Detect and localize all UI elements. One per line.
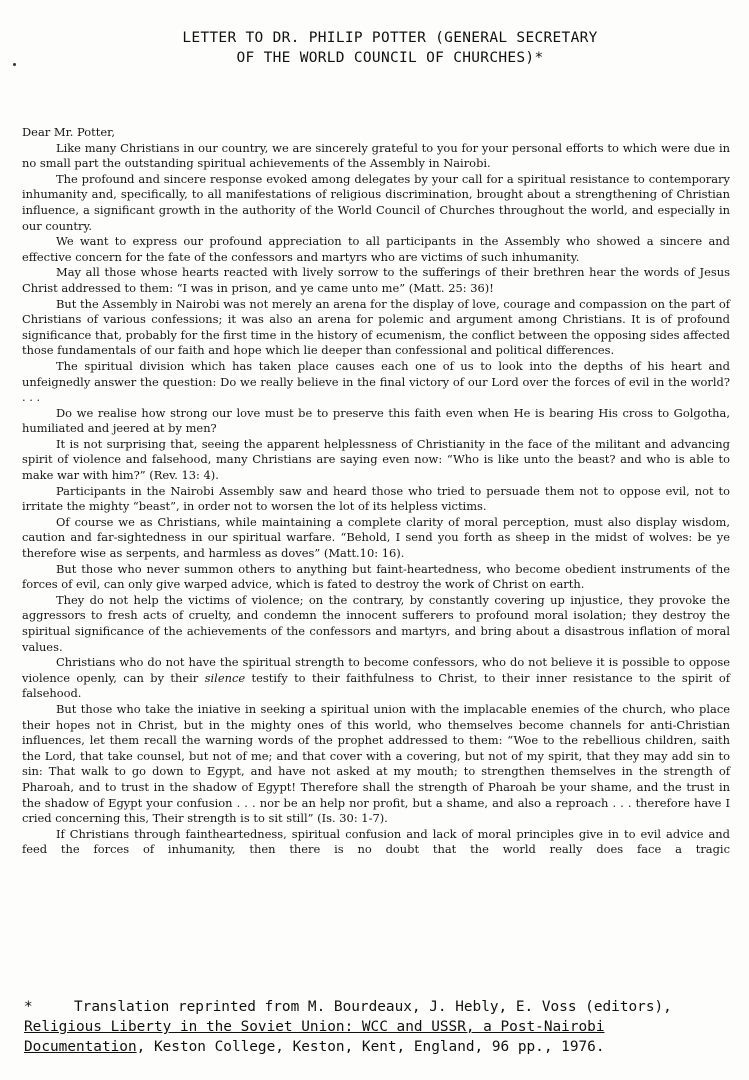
footnote-marker: *: [24, 999, 33, 1015]
paragraph-14: But those who take the iniative in seeking a spiritual union with the implacable enemies of the church, who place their hopes not in Christ, but in the mighty ones of this world, who themselves become channels for anti-Christian influences, let them recall the warning words of the prophet addressed to them: “Woe to the rebellious children, saith the Lord, that take counsel, but not of me; and that cover with a covering, but not of my spirit, that they may add sin to sin: That walk to go down to Egypt, and have not asked at my mouth; to strengthen themselves in the strength of Pharoah, and to trust in the shadow of Egypt! Therefore shall the strength of Pharoah be your shame, and the trust in the shadow of Egypt your confusion . . . nor be an help nor profit, but a shame, and also a reproach . . . therefore have I cried concerning this, Their strength is to sit still” (Is. 30: 1-7).: [22, 701, 730, 826]
paragraph-4: May all those whose hearts reacted with lively sorrow to the sufferings of their brethren hear the words of Jesus Christ addressed to them: “I was in prison, and ye came unto me” (Matt. 25: 36)!: [22, 265, 730, 295]
footnote: [24, 997, 740, 1057]
footnote-line-3: [24, 1037, 740, 1057]
paragraph-12: They do not help the victims of violence; on the contrary, by constantly covering up injustice, they provoke the aggressors to fresh acts of cruelty, and condemn the innocent sufferers to profound moral isolation; they destroy the spiritual significance of the achievements of the confessors and martyrs, and bring about a disastrous inflation of moral values.: [22, 592, 730, 654]
paragraph-2: The profound and sincere response evoked among delegates by your call for a spiritual resistance to contemporary inhumanity and, specifically, to all manifestations of religious discrimination, brought about a strengthening of Christian influence, a significant growth in the authority of the World Council of Churches throughout the world, and especially in our country.: [22, 171, 730, 233]
paragraph-10: Of course we as Christians, while maintaining a complete clarity of moral perception, must also display wisdom, caution and far-sightedness in our spiritual warfare. “Behold, I send you forth as sheep in the midst of wolves: be ye therefore wise as serpents, and harmless as doves” (Matt.10: 16).: [22, 514, 730, 561]
footnote-book-title-2: Documentation: [24, 1039, 137, 1055]
title-line-1: LETTER TO DR. PHILIP POTTER (GENERAL SECRETARY: [182, 30, 598, 46]
paragraph-1: Like many Christians in our country, we are sincerely grateful to you for your personal efforts to which were due in no small part the outstanding spiritual achievements of the Assembly in Nairobi.: [22, 140, 730, 171]
scan-speck: [13, 63, 16, 66]
paragraph-13-start: Christians who do not have the spiritual strength to become confessors, who do not believe it is possible to oppose violence openly, can by their: [22, 655, 730, 685]
paragraph-13: [22, 655, 730, 702]
title-line-2: OF THE WORLD COUNCIL OF CHURCHES)*: [236, 50, 544, 66]
footnote-book-title-1: Religious Liberty in the Soviet Union: WCC and USSR, a Post-Nairobi: [24, 1019, 605, 1035]
paragraph-11: But those who never summon others to anything but faint-heartedness, who become obedient instruments of the forces of evil, can only give warped advice, which is fated to destroy the work of Christ on earth.: [22, 561, 730, 592]
letter-body: [22, 125, 730, 858]
paragraph-5: But the Assembly in Nairobi was not merely an arena for the display of love, courage and compassion on the part of Christians of various confessions; it was also an arena for polemic and argument among Christians. It is of profound significance that, probably for the first time in the history of ecumenism, the conflict between the opposing sides affected those fundamentals of our faith and hope which lie deeper than confessional and political differences.: [22, 296, 730, 358]
paragraph-9: Participants in the Nairobi Assembly saw and heard those who tried to persuade them not to oppose evil, not to irritate the mighty “beast”, in order not to worsen the lot of its helpless victims.: [22, 483, 730, 514]
paragraph-7: Do we realise how strong our love must be to preserve this faith even when He is bearing His cross to Golgotha, humiliated and jeered at by men?: [22, 405, 730, 436]
paragraph-8: It is not surprising that, seeing the apparent helplessness of Christianity in the face of the militant and advancing spirit of violence and falsehood, many Christians are saying even now: “Who is like unto the beast? and who is able to make war with him?” (Rev. 13: 4).: [22, 436, 730, 483]
footnote-line-1: [24, 997, 740, 1017]
footnote-text: Translation reprinted from M. Bourdeaux, J. Hebly, E. Voss (editors),: [74, 999, 672, 1015]
footnote-publisher: , Keston College, Keston, Kent, England, 96 pp., 1976.: [136, 1039, 605, 1055]
paragraph-15: If Christians through faintheartedness, spiritual confusion and lack of moral principles give in to evil advice and feed the forces of inhumanity, then there is no doubt that the world really does face a tragic: [22, 826, 730, 857]
paragraph-3: We want to express our profound appreciation to all participants in the Assembly who showed a sincere and effective concern for the fate of the confessors and martyrs who are victims of such inhumanity.: [22, 234, 730, 264]
paragraph-6: The spiritual division which has taken place causes each one of us to look into the depths of his heart and unfeignedly answer the question: Do we really believe in the final victory of our Lord over the forces of evil in the world? . . .: [22, 358, 730, 405]
emphasis-silence: silence: [204, 670, 246, 685]
letter-title: [60, 28, 720, 68]
paragraph-13-end: testify to their faithfulness to Christ, to their inner resistance to the spirit of falsehood.: [22, 670, 730, 701]
salutation: Dear Mr. Potter,: [22, 125, 115, 139]
